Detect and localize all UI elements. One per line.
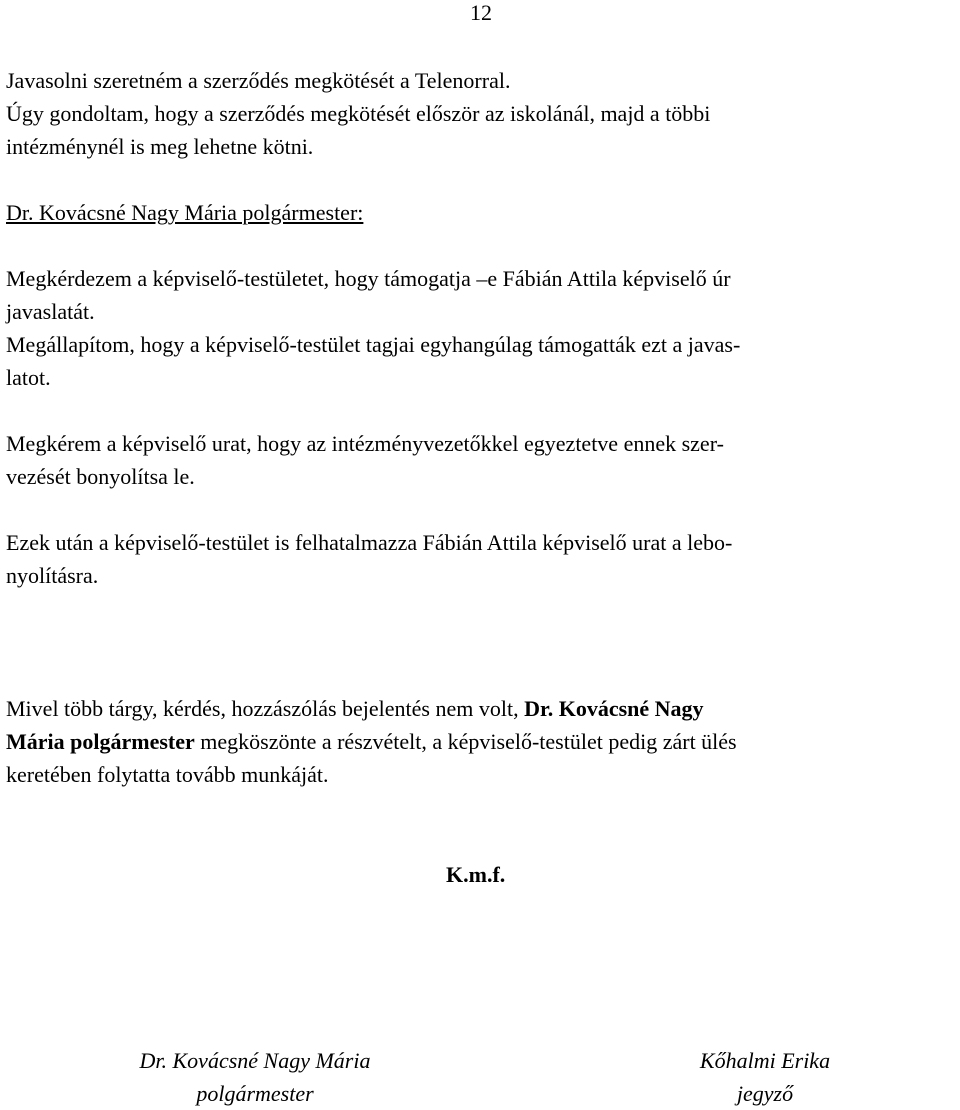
closing-line-1-bold: Dr. Kovácsné Nagy bbox=[524, 696, 704, 721]
paragraph-2-line-2: latot. bbox=[6, 365, 51, 390]
closing-line-1 bbox=[6, 692, 704, 725]
paragraph-1-line-2: javaslatát. bbox=[6, 299, 95, 324]
paragraph-3-line-1: Megkérem a képviselő urat, hogy az intézményvezetőkkel egyeztetve ennek szer- bbox=[6, 431, 724, 456]
closing-line-1-text: Mivel több tárgy, kérdés, hozzászólás bejelentés nem volt, bbox=[6, 696, 519, 721]
mayor-signature bbox=[90, 1044, 420, 1110]
notary-name: Kőhalmi Erika bbox=[699, 1048, 831, 1073]
notary-title: jegyző bbox=[736, 1081, 794, 1106]
paragraph-4-line-1: Ezek után a képviselő-testület is felhatalmazza Fábián Attila képviselő urat a lebo- bbox=[6, 530, 733, 555]
closing-line-2-text: megköszönte a részvételt, a képviselő-testület pedig zárt ülés bbox=[200, 729, 737, 754]
intro-line-2: Úgy gondoltam, hogy a szerződés megkötését először az iskolánál, majd a többi bbox=[6, 101, 711, 126]
speaker-heading: Dr. Kovácsné Nagy Mária polgármester: bbox=[6, 200, 364, 225]
notary-signature bbox=[660, 1044, 870, 1110]
closing-line-3: keretében folytatta tovább munkáját. bbox=[6, 762, 329, 787]
intro-line-3: intézménynél is meg lehetne kötni. bbox=[6, 134, 314, 159]
mayor-name: Dr. Kovácsné Nagy Mária bbox=[139, 1048, 371, 1073]
closing-line-2 bbox=[6, 725, 737, 758]
kmf-label: K.m.f. bbox=[446, 862, 506, 887]
intro-line-1: Javasolni szeretném a szerződés megkötését a Telenorral. bbox=[6, 68, 511, 93]
paragraph-1-line-1: Megkérdezem a képviselő-testületet, hogy támogatja –e Fábián Attila képviselő úr bbox=[6, 266, 731, 291]
mayor-title: polgármester bbox=[196, 1081, 314, 1106]
paragraph-4-line-2: nyolításra. bbox=[6, 563, 99, 588]
paragraph-2-line-1: Megállapítom, hogy a képviselő-testület tagjai egyhangúlag támogatták ezt a javas- bbox=[6, 332, 741, 357]
closing-line-2-bold: Mária polgármester bbox=[6, 729, 195, 754]
paragraph-3-line-2: vezését bonyolítsa le. bbox=[6, 464, 195, 489]
page-number: 12 bbox=[470, 0, 492, 25]
